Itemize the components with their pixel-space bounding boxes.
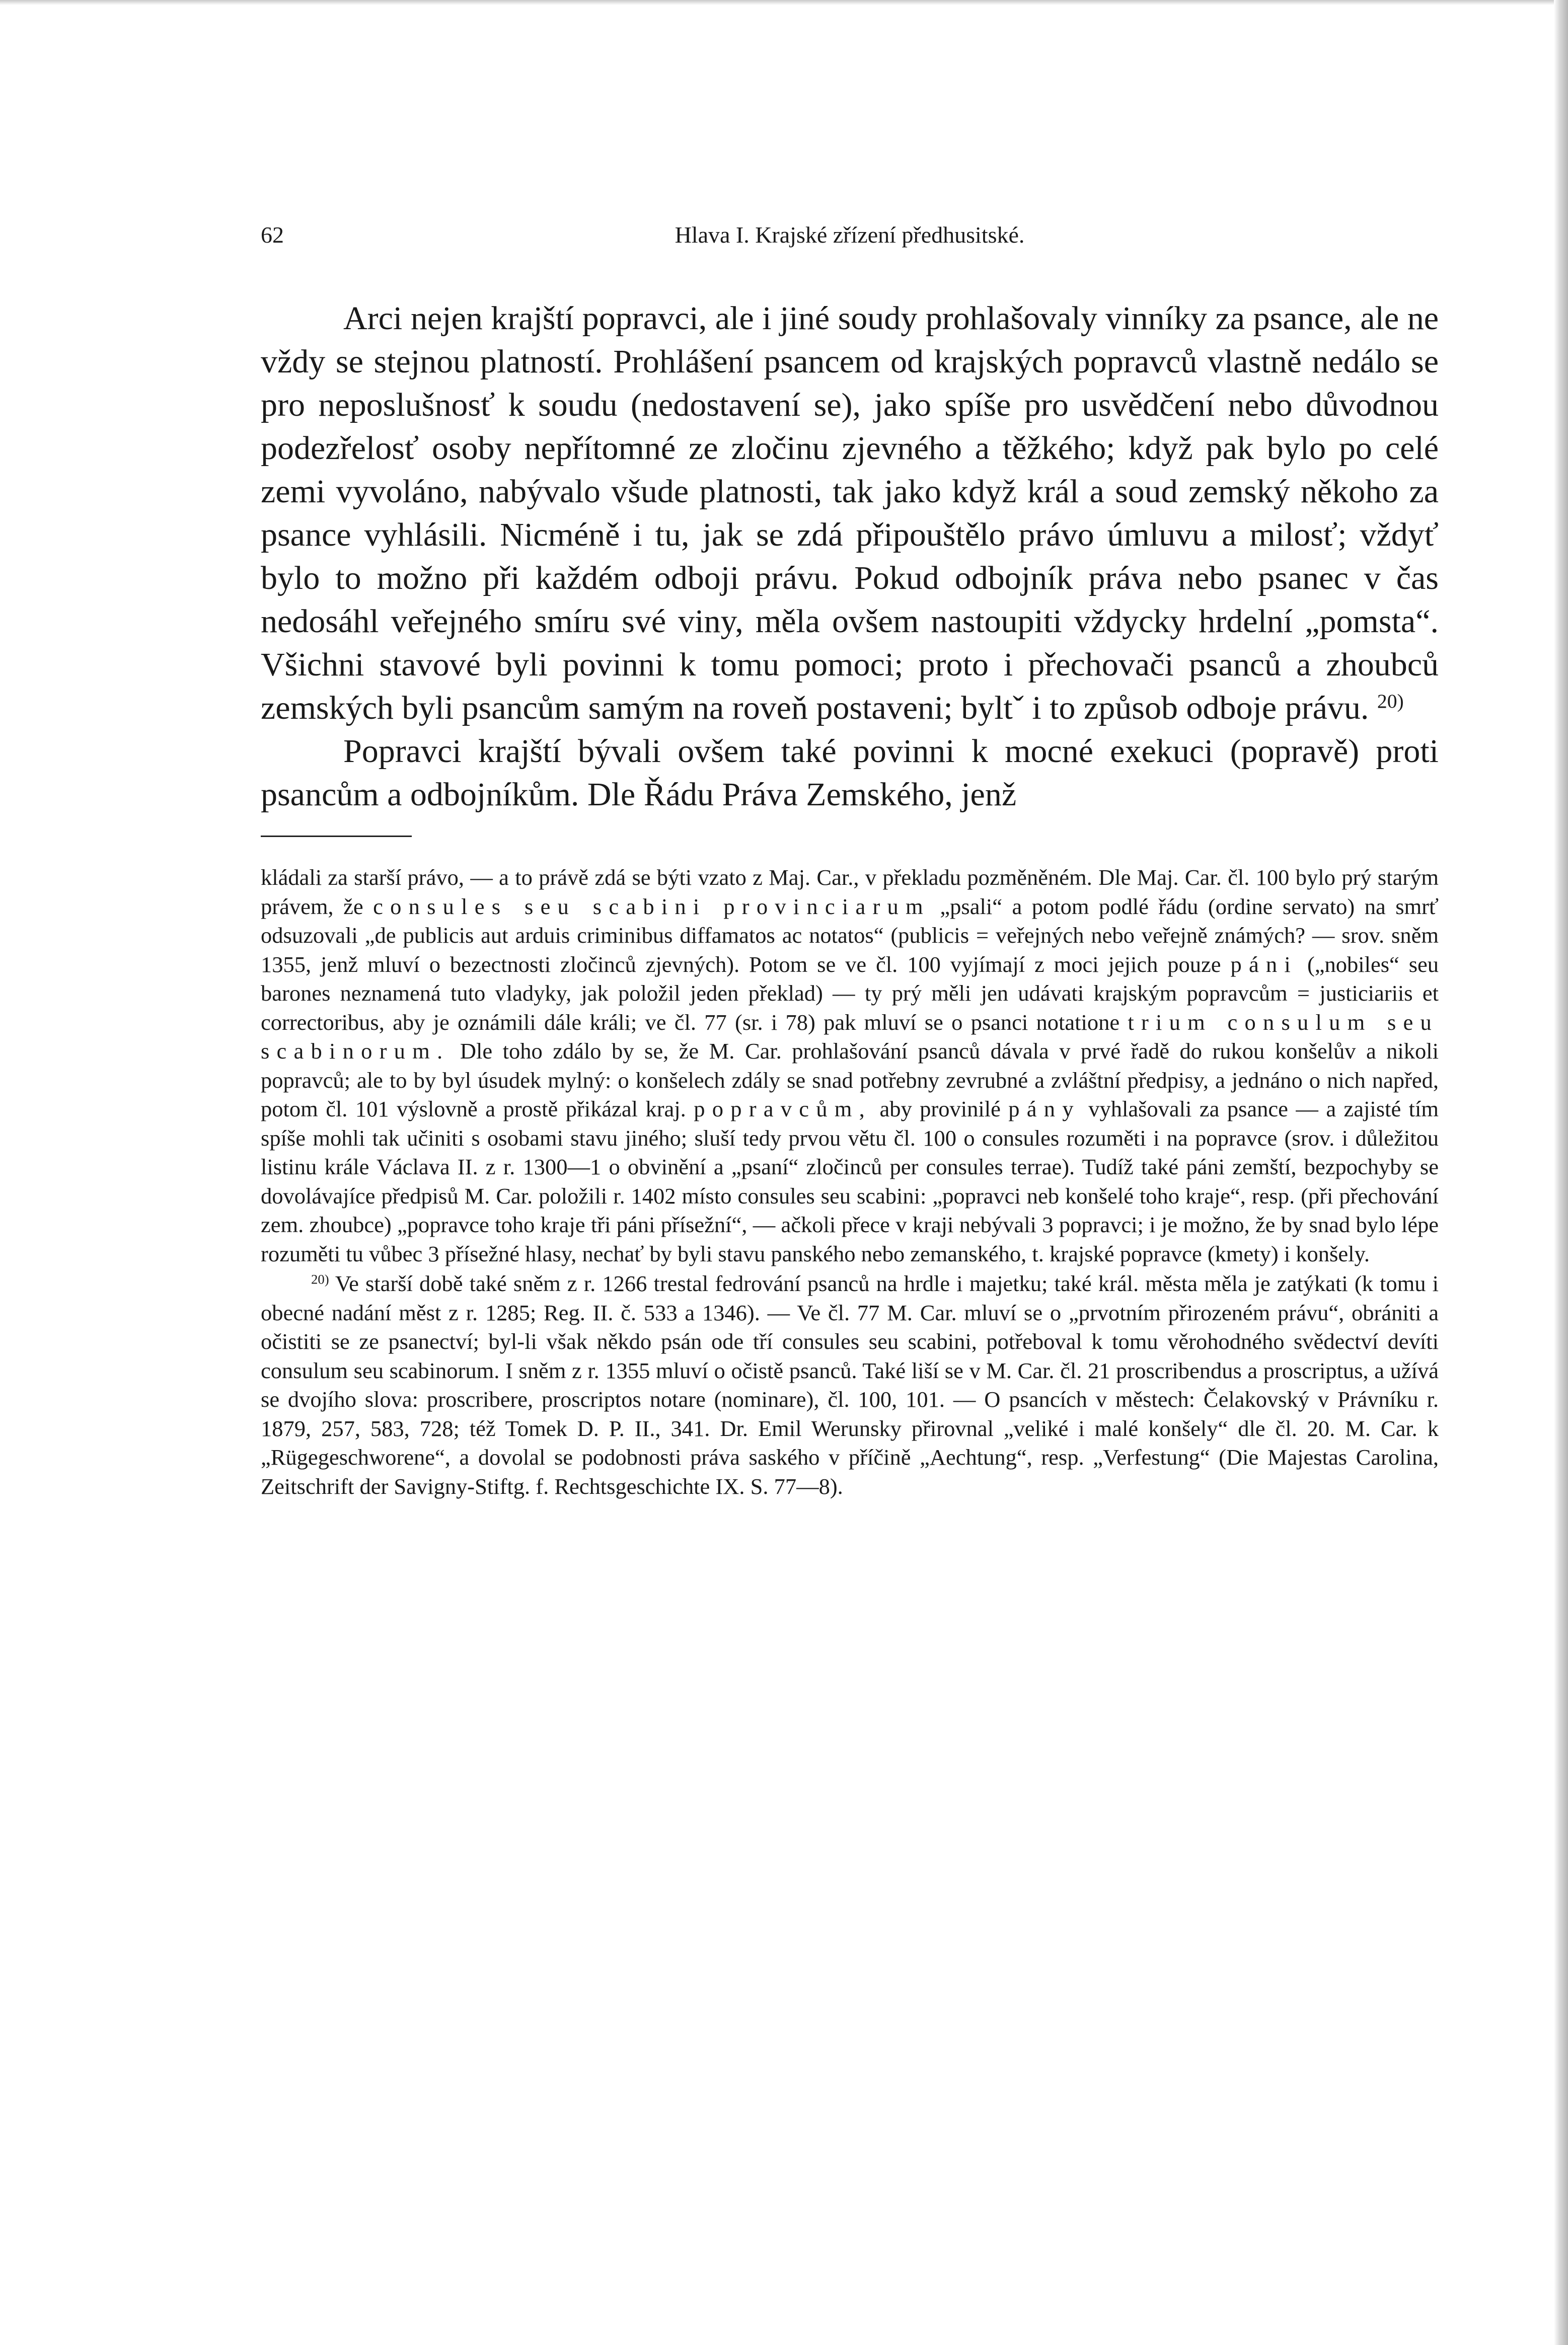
spaced-term: consules seu scabini provinciarum [373,893,930,919]
running-header [261,221,1439,262]
footnote-text: kládali za starší právo, — a to právě zdá se býti vzato z Maj. Car., v překladu pozměněném. Dle Maj. Car. čl. 100 bylo prý starým právem, že [261,865,1439,919]
paragraph-1 [261,297,1439,730]
footnote-20-text: Ve starší době také sněm z r. 1266 trestal fedrování psanců na hrdle i majetku; také král. města měla je zatýkati (k tomu i obecné nadání měst z r. 1285; Reg. II. č. 533 a 1346). — Ve čl. 77 M. Car. mluví se o „prvotním přirozeném právu“, obrániti a očistiti se ze psanectví; byl-li však někdo psán ode tří consules seu scabini, potřeboval k tomu věrohodného svědectví devíti consulum seu scabinorum. I sněm z r. 1355 mluví o očistě psanců. Také liší se v M. Car. čl. 21 proscribendus a proscriptus, a užívá se dvojího slova: proscribere, proscriptos notare (nominare), čl. 100, 101. — O psancích v městech: Čelakovský v Právníku r. 1879, 257, 583, 728; též Tomek D. P. II., 341. Dr. Emil Werunsky přirovnal „veliké i malé konšely“ dle čl. 20. M. Car. k „Rügegeschworene“, a dovolal se podobnosti práva saského v příčině „Aechtung“, resp. „Verfestung“ (Die Majestas Carolina, Zeitschrift der Savigny-Stiftg. f. Rechtsgeschichte IX. S. 77—8). [261,1271,1439,1499]
footnote-text: „psali“ a potom podlé řádu (ordine servato) na smrť odsuzovali „de publicis aut arduis criminibus diffamatos ac notatos“ (publicis = veřejných nebo veřejně známých? — srov. sněm 1355, jenž mluví o bezectnosti zločinců zjevných). Potom se ve čl. 100 vyjímají z moci jejich pouze [261,893,1439,977]
paragraph-2 [261,730,1439,816]
footnote-text: vyhlašovali za psance — a zajisté tím spíše mohli tak učiniti s osobami stavu jiného; sluší tedy prvou větu čl. 100 o consules rozuměti i na popravce (srov. i důležitou listinu krále Václava II. z r. 1300—1 o obvinění a „psaní“ zločinců per consules terrae). Tudíž také páni zemští, bezpochyby se dovolávajíce předpisů M. Car. položili r. 1402 místo consules seu scabini: „popravci neb konšelé toho kraje“, resp. (při přechování zem. zhoubce) „popravce toho kraje tři páni přísežní“, — ačkoli přece v kraji nebývali 3 popravci; i je možno, že by snad bylo lépe rozuměti tu vůbec 3 přísežné hlasy, nechať by byli stavu panského nebo zemanského, t. krajské popravce (kmety) i konšely. [261,1096,1439,1266]
footnote-text: („nobiles“ seu barones neznamená tuto vladyky, jak položil jeden překlad) — ty prý měli jen udávati krajským popravcům = justiciariis et correctoribus, aby je oznámili dále králi; ve čl. 77 (sr. i 78) pak mluví se o psanci notatione [261,951,1439,1035]
paragraph-2-text: Popravci krajští bývali ovšem také povinni k mocné exekuci (popravě) proti psancům a odbojníkům. Dle Řádu Práva Zemského, jenž [261,733,1439,813]
footnote-20 [261,1269,1439,1501]
paragraph-1-text: Arci nejen krajští popravci, ale i jiné soudy prohlašovaly vinníky za psance, ale ne vždy se stejnou platností. Prohlášení psancem od krajských popravců vlastně nedálo se pro neposlušnosť k soudu (nedostavení se), jako spíše pro usvědčení nebo důvodnou podezřelosť osoby nepřítomné ze zločinu zjevného a těžkého; když pak bylo po celé zemi vyvoláno, nabývalo všude platnosti, tak jako když král a soud zemský někoho za psance vyhlásili. Nicméně i tu, jak se zdá připouštělo právo úmluvu a milosť; vždyť bylo to možno při každém odboji právu. Pokud odbojník práva nebo psanec v čas nedosáhl veřejného smíru své viny, měla ovšem nastoupiti vždycky hrdelní „pomsta“. Všichni stavové byli povinni k tomu pomoci; proto i přechovači psanců a zhoubců zemských byli psancům samým na roveň postaveni; byltˇ i to způsob odboje právu. [261,300,1439,726]
main-text [261,297,1439,816]
footnote-text: Dle toho zdálo by se, že M. Car. prohlašování psanců dávala v prvé řadě do rukou konšelův a nikoli popravců; ale to by byl úsudek mylný: o konšelech zdály se snad potřebny zevrubné a zvláštní předpisy, a jednáno o nich napřed, potom čl. 101 výslovně a prostě přikázal kraj. [261,1038,1439,1121]
spaced-term: popravcům, [694,1096,872,1121]
spaced-term: páni [1230,951,1298,977]
footnote-ref-20: 20) [1377,690,1404,713]
spaced-term: trium consulum seu scabinorum. [261,1009,1439,1064]
book-page [261,221,1439,1501]
scan-edge-top [0,0,1568,5]
running-title: Hlava I. Krajské zřízení předhusitské. [675,222,1025,248]
spaced-term: pány [1008,1096,1081,1121]
footnote-continued [261,863,1439,1268]
footnotes [261,863,1439,1501]
footnote-divider [261,836,412,837]
footnote-text: aby provinilé [879,1096,1001,1121]
page-number: 62 [261,222,284,248]
scan-edge-right [1554,0,1568,2345]
footnote-20-label: 20) [311,1271,329,1287]
